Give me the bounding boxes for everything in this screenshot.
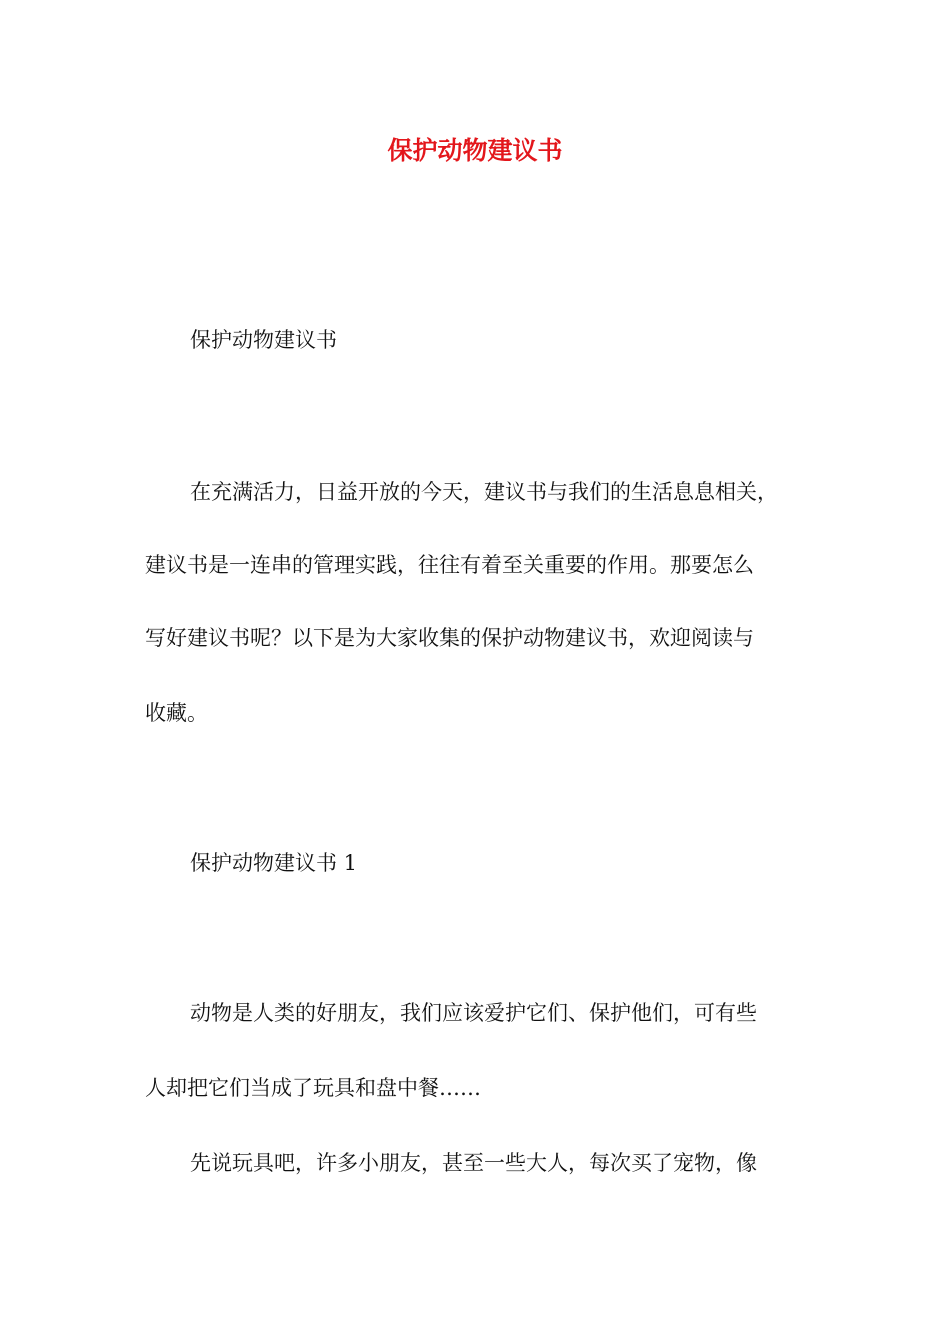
section-heading: 保护动物建议书 1 [190,851,358,875]
document-title: 保护动物建议书 [387,136,563,165]
intro-line-4: 收藏。 [145,701,208,725]
intro-line-3: 写好建议书呢？以下是为大家收集的保护动物建议书，欢迎阅读与 [145,626,754,650]
para1-line-2: 人却把它们当成了玩具和盘中餐…… [145,1076,481,1100]
para2-line-1: 先说玩具吧，许多小朋友，甚至一些大人，每次买了宠物，像 [190,1151,757,1175]
intro-line-2: 建议书是一连串的管理实践，往往有着至关重要的作用。那要怎么 [145,553,754,577]
heading: 保护动物建议书 [190,328,337,352]
intro-line-1: 在充满活力，日益开放的今天，建议书与我们的生活息息相关， [190,480,778,504]
para1-line-1: 动物是人类的好朋友，我们应该爱护它们、保护他们，可有些 [190,1001,757,1025]
